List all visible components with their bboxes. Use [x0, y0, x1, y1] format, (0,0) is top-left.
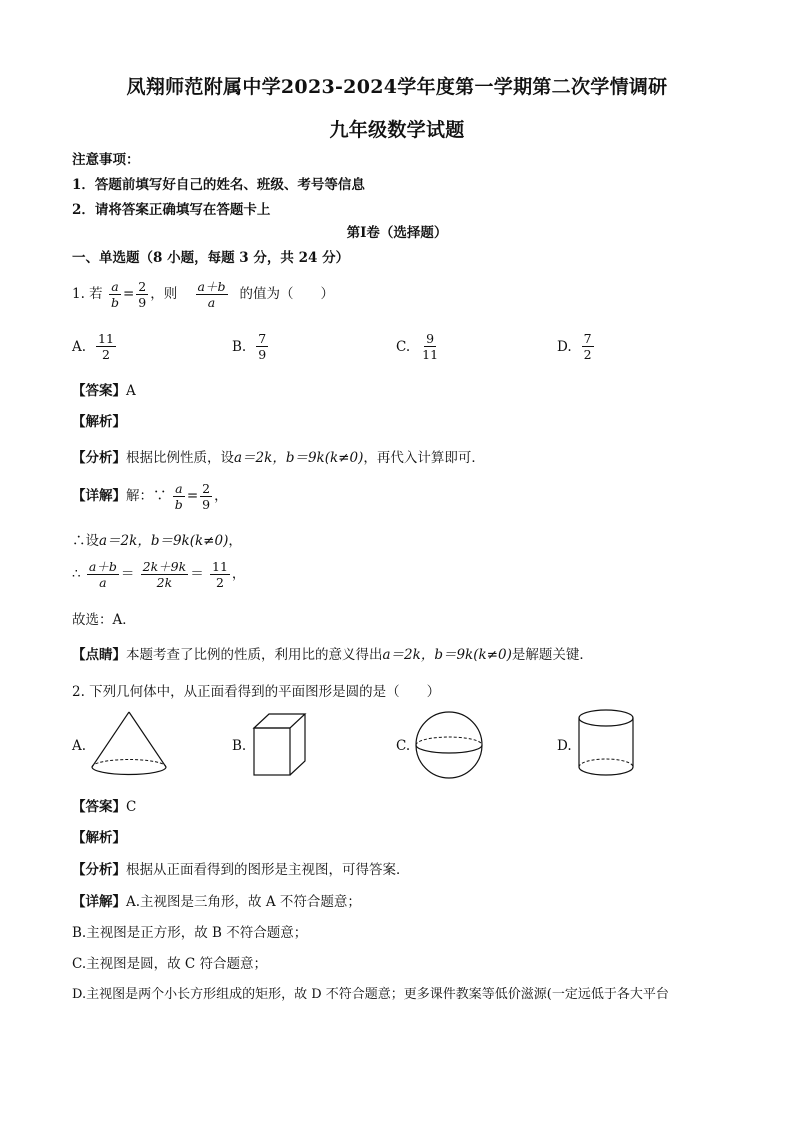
q2-detail-b: B.主视图是正方形，故 B 不符合题意；: [72, 925, 308, 941]
q1-prefix: 1. 若: [72, 286, 103, 303]
q1-detail-step2: ∴设a＝2k，b＝9k(k≠0)，: [72, 533, 242, 549]
q1-option-b[interactable]: B. $\frac{7}{9}$: [232, 331, 267, 363]
q2-detail-a: 【详解】A.主视图是三角形，故 A 不符合题意；: [72, 894, 361, 910]
q2-fenxi: 【分析】根据从正面看得到的图形是主视图，可得答案．: [72, 862, 410, 878]
sphere-icon: [415, 709, 487, 783]
q1-choose: 故选：A．: [72, 612, 136, 628]
q2-stem: 2. 下列几何体中，从正面看得到的平面图形是圆的是（ ）: [72, 684, 441, 700]
q2-analysis-label: 【解析】: [72, 830, 126, 846]
notice-item-1: 1．答题前填写好自己的姓名、班级、考号等信息: [72, 177, 365, 193]
exam-subtitle: 九年级数学试题: [329, 119, 465, 141]
q2-detail-c: C.主视图是圆，故 C 符合题意；: [72, 956, 268, 972]
q1-detail-step1: 【详解】解：∵ $\frac{a}{b}$ = $\frac{2}{9}$ ，: [72, 481, 228, 513]
q2-option-c[interactable]: C.: [396, 737, 411, 754]
q1-option-a[interactable]: A. $\frac{11}{2}$: [72, 331, 114, 363]
q1-cond-frac-right: $\frac{2}{9}$: [138, 279, 147, 311]
q2-option-a[interactable]: A.: [72, 737, 87, 754]
q1-fenxi: 【分析】根据比例性质，设a＝2k，b＝9k(k≠0)，再代入计算即可．: [72, 450, 485, 466]
q1-option-c[interactable]: C. $\frac{9}{11}$: [396, 331, 439, 363]
q2-option-d[interactable]: D.: [557, 737, 572, 754]
q1-comment: 【点睛】本题考查了比例的性质，利用比的意义得出a＝2k，b＝9k(k≠0)是解题关键．: [72, 647, 593, 663]
notice-item-2: 2．请将答案正确填写在答题卡上: [72, 202, 271, 218]
exam-title: 凤翔师范附属中学2023-2024学年度第一学期第二次学情调研: [126, 76, 668, 98]
q2-detail-d: D.主视图是两个小长方形组成的矩形，故 D 不符合题意；更多课件教案等低价滋源(一定远低于各大平台: [72, 987, 669, 1002]
cube-icon: [253, 711, 313, 781]
volume-heading: 第Ⅰ卷（选择题）: [346, 225, 448, 241]
q2-answer: 【答案】C: [72, 799, 137, 815]
q2-option-b[interactable]: B.: [232, 737, 247, 754]
q1-detail-step3: ∴ $\frac{a+b}{a}$ ＝ $\frac{2k+9k}{2k}$ ＝ $\frac{11}{2}$ ，: [72, 559, 246, 591]
q1-suffix: 的值为（ ）: [239, 286, 335, 303]
cone-icon: [88, 711, 168, 781]
q1-expr-frac: $\frac{a+b}{a}$: [197, 279, 226, 311]
section-heading: 一、单选题（8 小题，每题 3 分，共 24 分）: [72, 250, 350, 266]
q1-eq: =: [122, 286, 135, 303]
q1-answer: 【答案】A: [72, 383, 136, 399]
q1-mid: ，则: [150, 286, 178, 303]
cylinder-icon: [578, 709, 638, 779]
q1-analysis-label: 【解析】: [72, 414, 126, 430]
q1-option-d[interactable]: D. $\frac{7}{2}$: [557, 331, 592, 363]
q1-cond-frac-left: $\frac{a}{b}$: [110, 279, 119, 311]
q1-stem: [72, 280, 334, 309]
notice-heading: 注意事项：: [72, 152, 140, 168]
